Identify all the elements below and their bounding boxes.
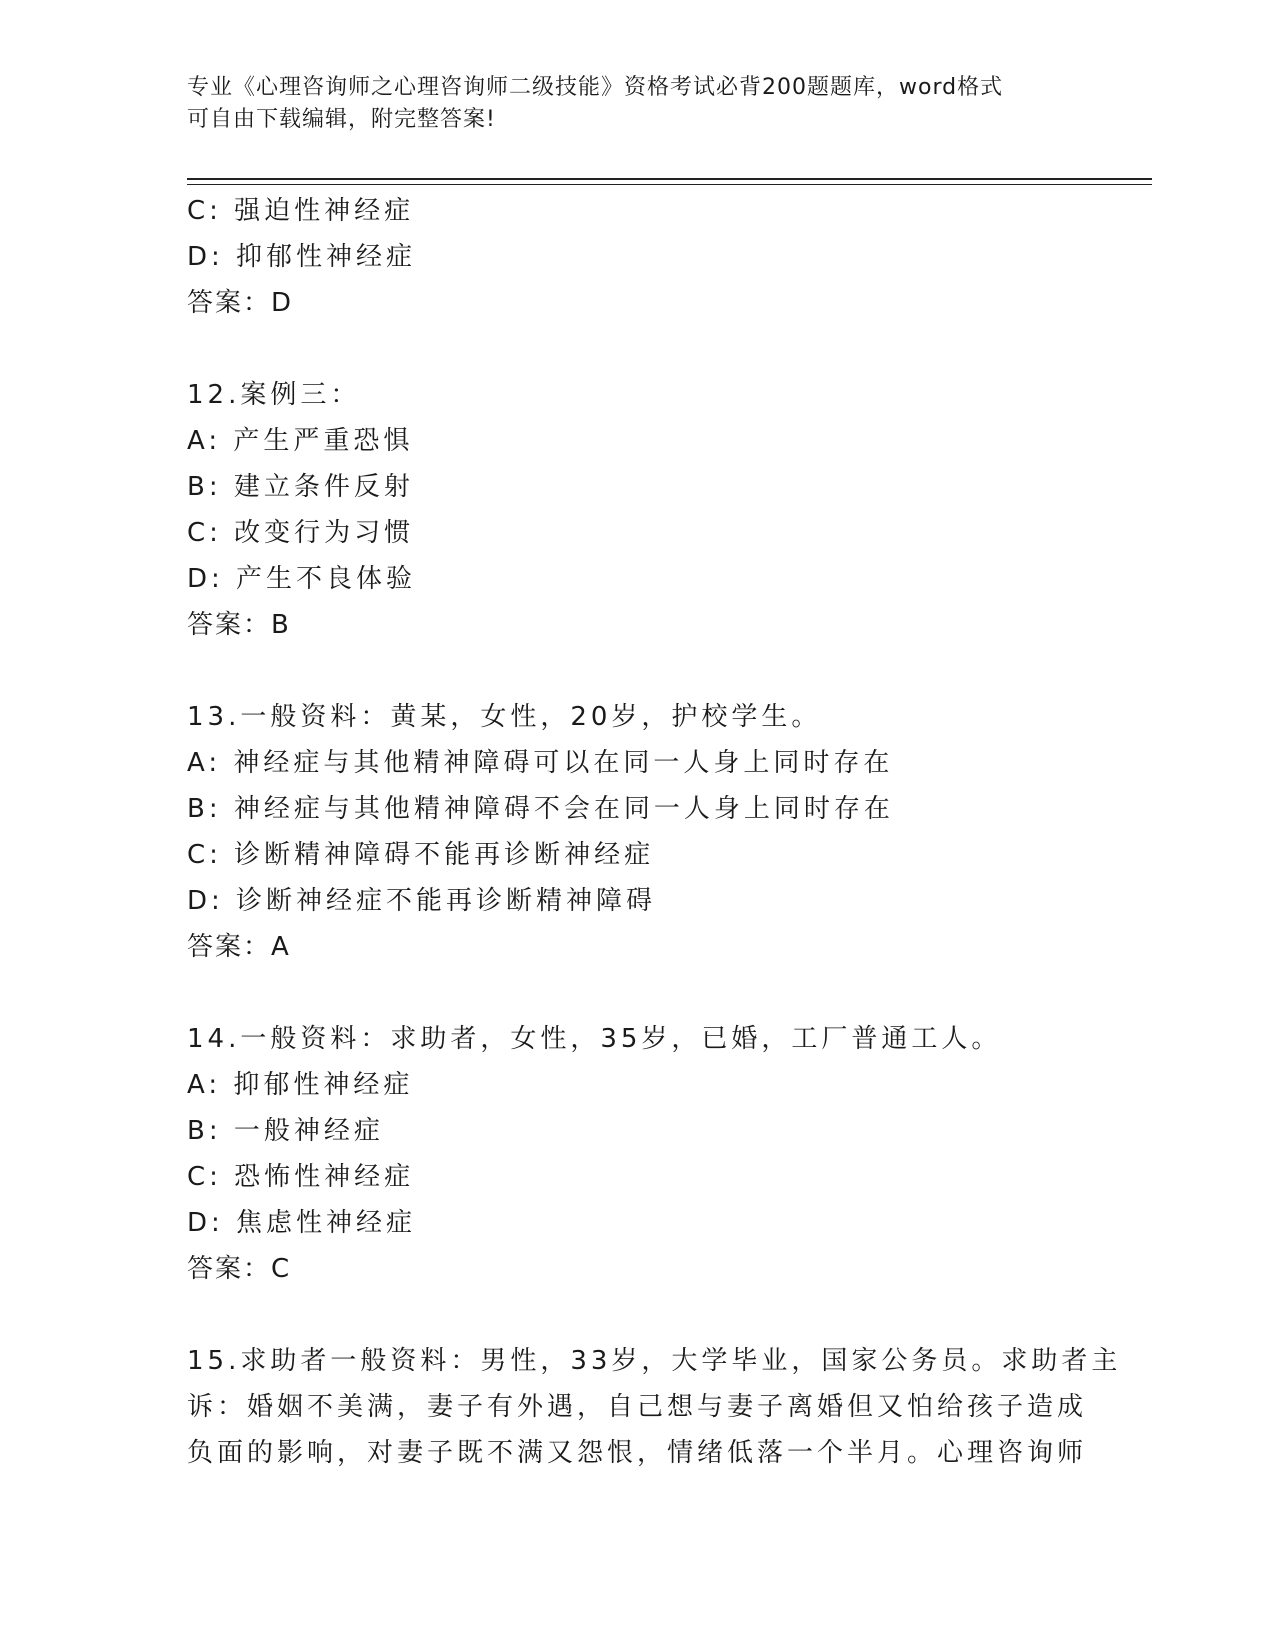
answer-line: 答案：D bbox=[187, 288, 294, 318]
option-c: C: 恐怖性神经症 bbox=[187, 1162, 415, 1192]
answer-line: 答案：B bbox=[187, 610, 291, 640]
option-b: B: 一般神经症 bbox=[187, 1116, 384, 1146]
header-divider bbox=[187, 178, 1152, 185]
question-11-tail bbox=[187, 188, 1087, 326]
header-title-line-1: 专业《心理咨询师之心理咨询师二级技能》资格考试必背200题题库，word格式 bbox=[187, 75, 1004, 100]
question-stem: 14.一般资料：求助者，女性，35岁，已婚，工厂普通工人。 bbox=[187, 1024, 1002, 1054]
spacer bbox=[187, 970, 1087, 1016]
answer-line: 答案：C bbox=[187, 1254, 292, 1284]
question-12 bbox=[187, 372, 1087, 648]
option-b: B: 神经症与其他精神障碍不会在同一人身上同时存在 bbox=[187, 794, 894, 824]
option-c: C: 强迫性神经症 bbox=[187, 196, 415, 226]
option-d: D: 焦虑性神经症 bbox=[187, 1208, 417, 1238]
option-d: D: 诊断神经症不能再诊断精神障碍 bbox=[187, 886, 657, 916]
question-14 bbox=[187, 1016, 1087, 1292]
option-a: A: 神经症与其他精神障碍可以在同一人身上同时存在 bbox=[187, 748, 894, 778]
question-stem-line-1: 15.求助者一般资料：男性，33岁，大学毕业，国家公务员。求助者主 bbox=[187, 1346, 1122, 1376]
option-a: A: 抑郁性神经症 bbox=[187, 1070, 414, 1100]
option-d: D: 产生不良体验 bbox=[187, 564, 417, 594]
spacer bbox=[187, 648, 1087, 694]
question-15 bbox=[187, 1338, 1122, 1476]
option-b: B: 建立条件反射 bbox=[187, 472, 414, 502]
spacer bbox=[187, 326, 1087, 372]
option-c: C: 诊断精神障碍不能再诊断神经症 bbox=[187, 840, 655, 870]
answer-line: 答案：A bbox=[187, 932, 291, 962]
option-d: D: 抑郁性神经症 bbox=[187, 242, 417, 272]
header-title-line-2: 可自由下载编辑，附完整答案! bbox=[187, 107, 496, 132]
spacer bbox=[187, 1292, 1087, 1338]
question-stem-line-3: 负面的影响，对妻子既不满又怨恨，情绪低落一个半月。心理咨询师 bbox=[187, 1438, 1088, 1468]
question-13 bbox=[187, 694, 1087, 970]
page-header bbox=[187, 72, 1067, 136]
question-stem-line-2: 诉：婚姻不美满，妻子有外遇，自己想与妻子离婚但又怕给孩子造成 bbox=[187, 1392, 1088, 1422]
question-stem: 13.一般资料：黄某，女性，20岁，护校学生。 bbox=[187, 702, 822, 732]
question-stem: 12.案例三： bbox=[187, 380, 361, 410]
option-a: A: 产生严重恐惧 bbox=[187, 426, 414, 456]
question-list bbox=[187, 188, 1122, 1476]
option-c: C: 改变行为习惯 bbox=[187, 518, 415, 548]
